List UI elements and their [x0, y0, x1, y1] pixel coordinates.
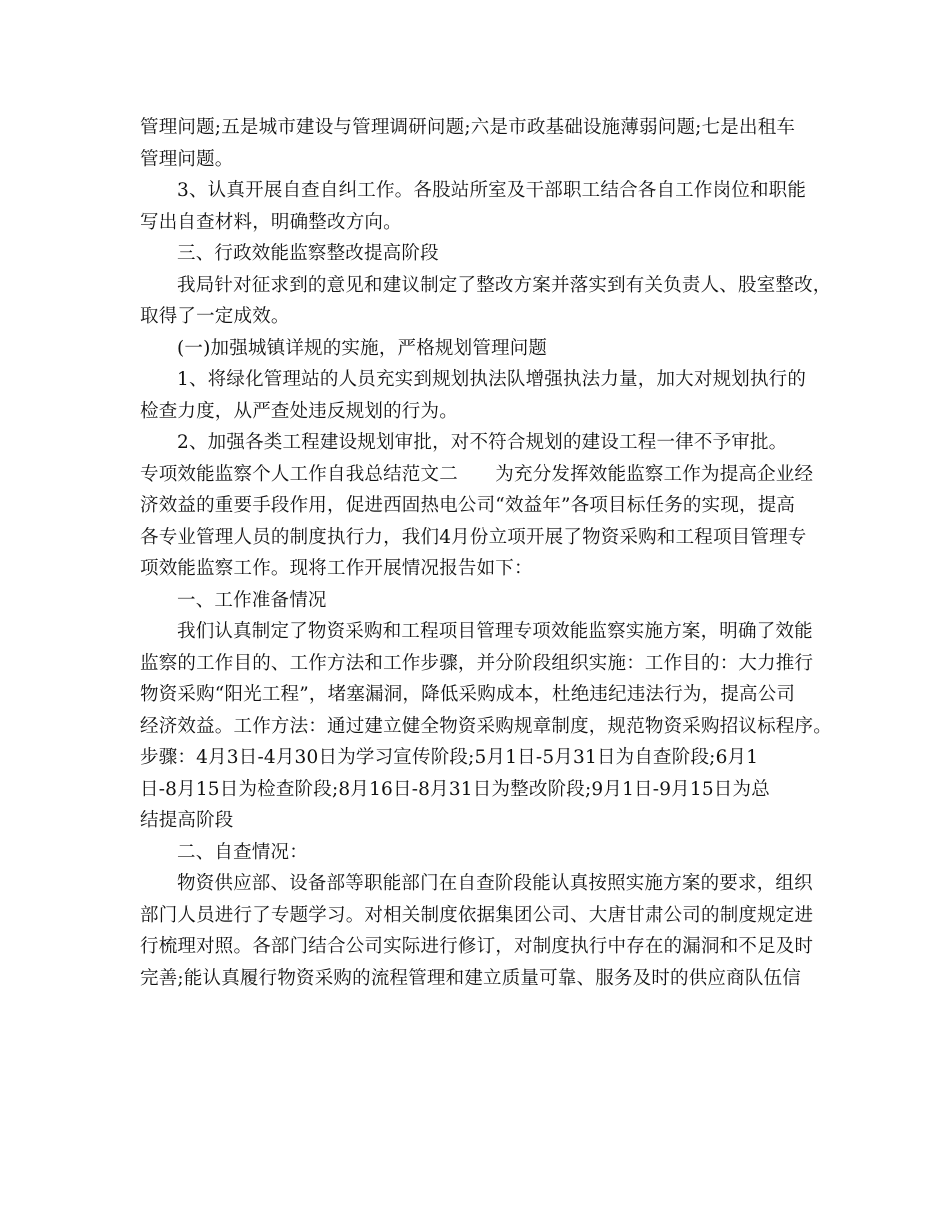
text-line: 行梳理对照。各部门结合公司实际进行修订，对制度执行中存在的漏洞和不足及时: [140, 936, 814, 957]
text-line: 3、认真开展自查自纠工作。各股站所室及干部职工结合各自工作岗位和职能: [177, 180, 807, 201]
text-line: (一)加强城镇详规的实施，严格规划管理问题: [177, 337, 548, 359]
text-line: 物资供应部、设备部等职能部门在自查阶段能认真按照实施方案的要求，组织: [177, 873, 813, 894]
text-line: 一、工作准备情况: [177, 589, 327, 611]
text-line: 监察的工作目的、工作方法和工作步骤，并分阶段组织实施：工作目的：大力推行: [140, 652, 814, 674]
text-line: 经济效益。工作方法：通过建立健全物资采购规章制度，规范物资采购招议标程序。: [140, 715, 832, 737]
text-line: 管理问题。: [140, 148, 234, 170]
document-body: [140, 112, 830, 994]
text-line: 2、加强各类工程建设规划审批，对不符合规划的建设工程一律不予审批。: [177, 432, 788, 453]
text-line: 三、行政效能监察整改提高阶段: [177, 243, 439, 264]
text-line: 日-8月15日为检查阶段;8月16日-8月31日为整改阶段;9月1日-9月15日为总: [140, 778, 770, 800]
text-line: 济效益的重要手段作用，促进西固热电公司“效益年”各项目标任务的实现，提高: [140, 495, 796, 516]
text-line: 二、自查情况：: [177, 841, 308, 863]
text-line: 完善;能认真履行物资采购的流程管理和建立质量可靠、服务及时的供应商队伍信: [140, 967, 801, 989]
text-line: 1、将绿化管理站的人员充实到规划执法队增强执法力量，加大对规划执行的: [177, 369, 807, 390]
text-line: 物资采购“阳光工程”，堵塞漏洞，降低采购成本，杜绝违纪违法行为，提高公司: [140, 684, 796, 705]
text-line: 检查力度，从严查处违反规划的行为。: [140, 400, 458, 422]
text-line: 结提高阶段: [140, 810, 234, 831]
text-line: 管理问题;五是城市建设与管理调研问题;六是市政基础设施薄弱问题;七是出租车: [140, 117, 796, 138]
text-line: 部门人员进行了专题学习。对相关制度依据集团公司、大唐甘肃公司的制度规定进: [140, 904, 814, 926]
text-line: 专项效能监察个人工作自我总结范文二 为充分发挥效能监察工作为提高企业经: [140, 463, 814, 485]
text-line: 取得了一定成效。: [140, 306, 290, 327]
text-line: 我局针对征求到的意见和建议制定了整改方案并落实到有关负责人、股室整改，: [177, 274, 832, 296]
text-line: 各专业管理人员的制度执行力，我们4月份立项开展了物资采购和工程项目管理专: [140, 526, 807, 548]
text-line: 步骤：4月3日-4月30日为学习宣传阶段;5月1日-5月31日为自查阶段;6月1: [140, 747, 759, 768]
text-line: 写出自查材料，明确整改方向。: [140, 211, 402, 233]
text-line: 项效能监察工作。现将工作开展情况报告如下：: [140, 558, 533, 579]
text-line: 我们认真制定了物资采购和工程项目管理专项效能监察实施方案，明确了效能: [177, 621, 813, 642]
